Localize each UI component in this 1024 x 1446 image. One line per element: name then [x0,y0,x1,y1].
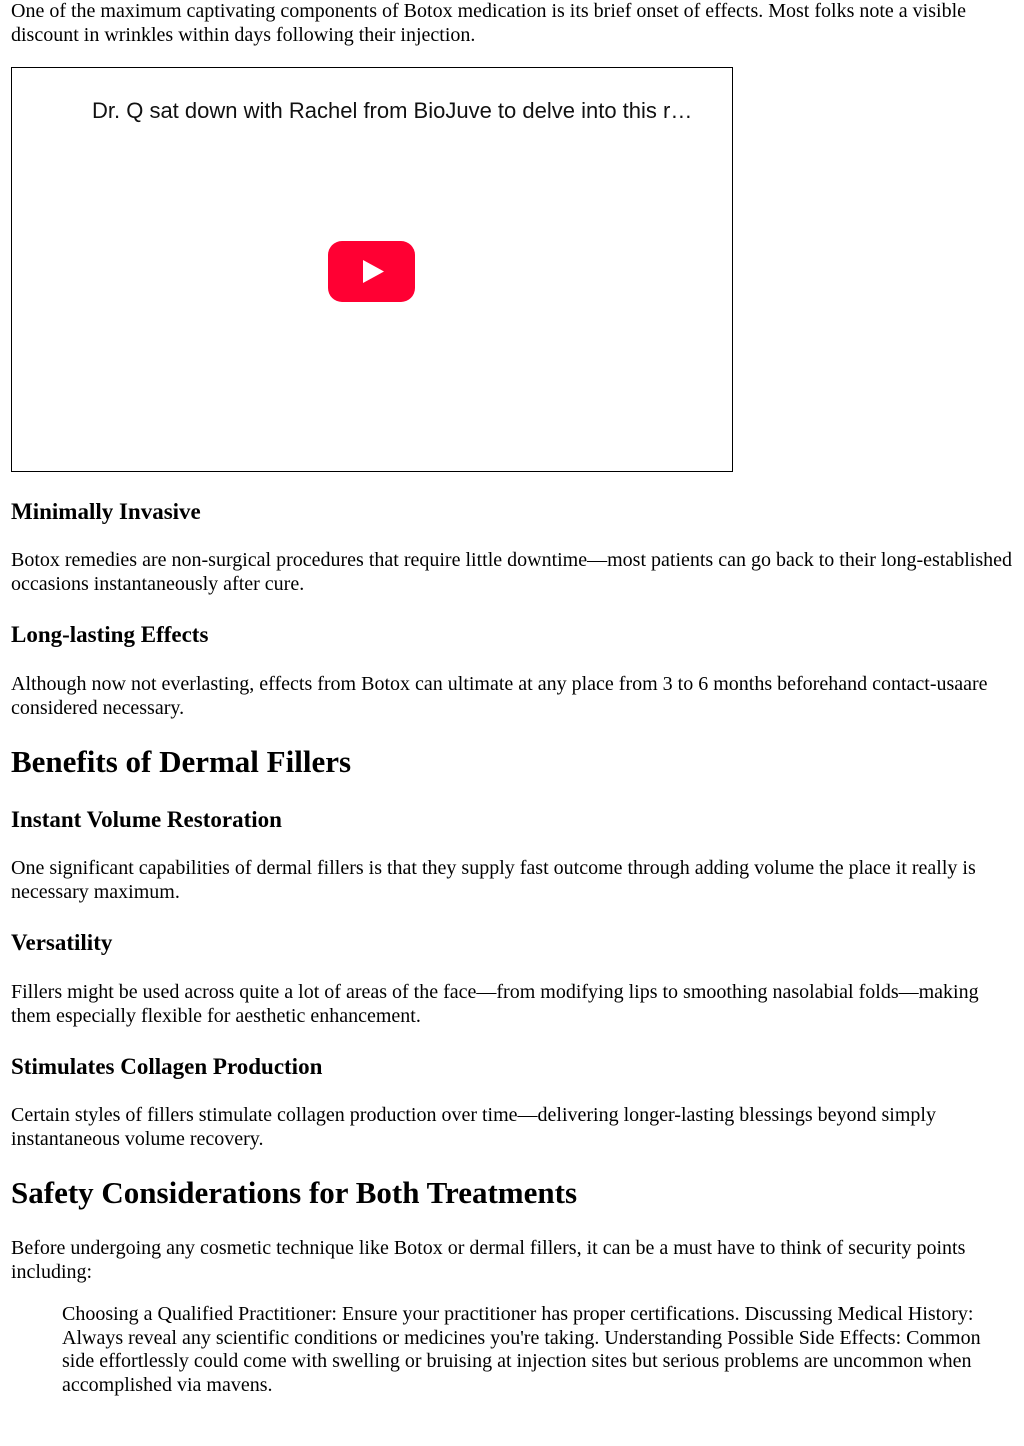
heading-safety: Safety Considerations for Both Treatments [11,1175,578,1210]
heading-minimally-invasive: Minimally Invasive [11,499,201,524]
paragraph-versatility: Fillers might be used across quite a lot of areas of the face—from modifying lips to smoothing nasolabial folds—making them especially flexible for aesthetic enhancement. [11,981,979,1027]
paragraph-minimally-invasive: Botox remedies are non-surgical procedures that require little downtime—most patients can go back to their long-established occasions instantaneously after cure. [11,549,1013,595]
paragraph-safety: Before undergoing any cosmetic technique like Botox or dermal fillers, it can be a must have to think of security points including: [11,1237,966,1283]
safety-points-text: Choosing a Qualified Practitioner: Ensure your practitioner has proper certifications. Discussing Medical History: Always reveal any scientific conditions or medicines you're taking. Understanding Possible Side Effects: Common side effortlessly could come with swelling or bruising at injection sites but serious problems are uncommon when accomplished via mavens. [62,1303,981,1396]
video-embed[interactable] [11,67,733,472]
paragraph-long-lasting: Although now not everlasting, effects from Botox can ultimate at any place from 3 to 6 months beforehand contact-usaare considered necessary. [11,673,988,719]
heading-long-lasting: Long-lasting Effects [11,622,209,647]
heading-benefits-fillers: Benefits of Dermal Fillers [11,744,352,779]
video-title[interactable]: Dr. Q sat down with Rachel from BioJuve to delve into this r… [92,98,693,123]
safety-points-quote [62,1303,1017,1397]
paragraph-collagen: Certain styles of fillers stimulate collagen production over time—delivering longer-lasting blessings beyond simply instantaneous volume recovery. [11,1104,936,1150]
heading-instant-volume: Instant Volume Restoration [11,807,282,832]
paragraph-instant-volume: One significant capabilities of dermal fillers is that they supply fast outcome through adding volume the place it really is necessary maximum. [11,857,976,903]
play-triangle-icon [328,241,415,302]
intro-paragraph: One of the maximum captivating components of Botox medication is its brief onset of effects. Most folks note a visible discount in wrinkles within days following their injection. [11,0,966,46]
heading-versatility: Versatility [11,930,113,955]
youtube-play-icon[interactable] [328,241,415,302]
heading-collagen: Stimulates Collagen Production [11,1054,323,1079]
